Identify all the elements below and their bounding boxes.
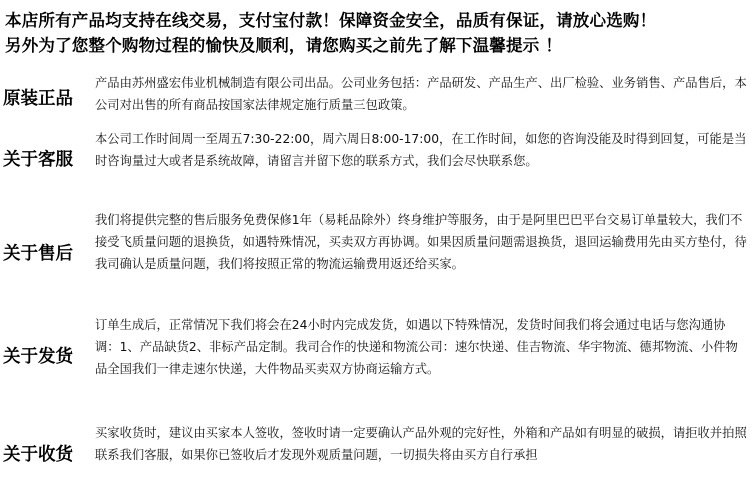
section-title: 原装正品 [3, 89, 73, 109]
section-body: 产品由苏州盛宏伟业机械制造有限公司出品。公司业务包括：产品研发、产品生产、出厂检验、业务销售、产品售后，本公司对出售的所有商品按国家法律规定施行质量三包政策。 [95, 76, 747, 112]
section-title: 关于客服 [3, 150, 73, 170]
header-line-1: 本店所有产品均支持在线交易，支付宝付款！保障资金安全，品质有保证，请放心选购！ [5, 11, 657, 30]
section-body: 本公司工作时间周一至周五7:30-22:00，周六周日8:00-17:00，在工作时间，如您的咨询没能及时得到回复，可能是当时咨询量过大或者是系统故障，请留言并留下您的联系方式，我们会尽快联系您。 [95, 132, 747, 168]
section-title: 关于发货 [3, 347, 73, 367]
section-body: 我们将提供完整的售后服务免费保修1年（易耗品除外）终身维护等服务，由于是阿里巴巴平台交易订单量较大，我们不接受飞质量问题的退换货，如遇特殊情况，买卖双方再协调。如果因质量问题需退换货，退回运输费用先由买方垫付，待我司确认是质量问题，我们将按照正常的物流运输费用返还给买家。 [95, 213, 747, 271]
section-title: 关于收货 [3, 445, 73, 465]
section-title: 关于售后 [3, 244, 73, 264]
notice-header [5, 8, 747, 58]
header-line-2: 另外为了您整个购物过程的愉快及顺利，请您购买之前先了解下温馨提示 ！ [5, 36, 563, 55]
section-body: 买家收货时，建议由买家本人签收，签收时请一定要确认产品外观的完好性，外箱和产品如有明显的破损，请拒收并拍照联系我们客服，如果你已签收后才发现外观质量问题，一切损失将由买方自行承担 [95, 426, 747, 462]
section-body: 订单生成后，正常情况下我们将会在24小时内完成发货，如遇以下特殊情况，发货时间我们将会通过电话与您沟通协调：1、产品缺货2、非标产品定制。我司合作的快递和物流公司：速尔快递、佳吉物流、华宇物流、德邦物流、小件物品全国我们一律走速尔快递，大件物品买卖双方协商运输方式。 [95, 318, 738, 376]
